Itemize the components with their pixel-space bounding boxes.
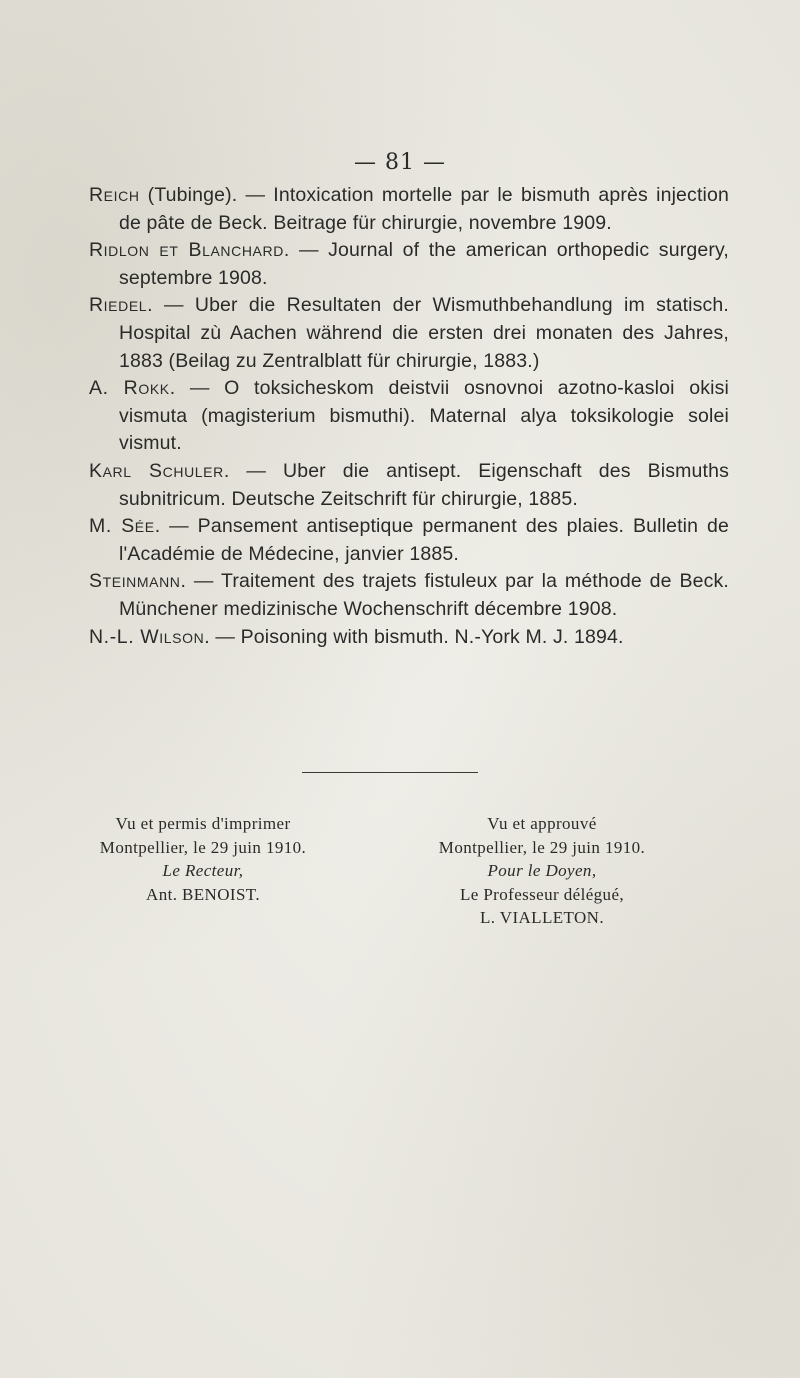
reference-item (89, 182, 729, 237)
reference-list (89, 182, 729, 651)
reference-author: A. Rokk (89, 377, 170, 400)
reference-author: Steinmann (89, 570, 181, 593)
imprimatur-dean-date: Montpellier, le 29 juin 1910. (438, 837, 646, 857)
imprimatur-rector-name: Ant. BENOIST. (146, 884, 260, 904)
reference-item (89, 375, 729, 458)
imprimatur-dean-role: Le Professeur délégué, (459, 884, 625, 904)
reference-text: . — O toksicheskom deistvii osnovnoi azotno-kasloi okisi vismuta (magisterium bismuthi). Maternal alya toksikologie solei vismut. (119, 377, 729, 455)
reference-text: . — Journal of the american orthopedic surgery, septembre 1908. (119, 239, 729, 289)
imprimatur-rector-line: Vu et permis d'imprimer (115, 814, 291, 833)
reference-text: (Tubinge). — Intoxication mortelle par le bismuth après injection de pâte de Beck. Beitrage für chirurgie, novembre 1909. (119, 184, 729, 234)
reference-item (89, 568, 729, 623)
imprimatur-rector (58, 812, 348, 906)
reference-item (89, 624, 729, 652)
reference-item (89, 513, 729, 568)
reference-author: Reich (89, 184, 140, 206)
reference-item (89, 237, 729, 292)
reference-text: . — Traitement des trajets fistuleux par la méthode de Beck. Münchener medizinische Wochenschrift décembre 1908. (119, 570, 729, 620)
reference-text: . — Uber die antisept. Eigenschaft des Bismuths subnitricum. Deutsche Zeitschrift für chirurgie, 1885. (119, 459, 729, 510)
imprimatur-dean (392, 812, 692, 930)
reference-text: . — Pansement antiseptique permanent des plaies. Bulletin de l'Académie de Médecine, janvier 1885. (119, 515, 729, 565)
imprimatur-dean-line: Vu et approuvé (487, 814, 597, 833)
section-divider (302, 772, 478, 773)
reference-text: . — Uber die Resultaten der Wismuthbehandlung im statisch. Hospital zù Aachen während die ersten drei monaten des Jahres, 1883 (Beilag zu Zentralblatt für chirurgie, 1883.) (119, 294, 729, 372)
imprimatur-rector-title: Le Recteur, (162, 861, 244, 880)
reference-author: N.-L. Wilson (89, 625, 205, 648)
imprimatur-dean-title: Pour le Doyen, (487, 861, 597, 880)
reference-item (89, 292, 729, 375)
reference-text: . — Poisoning with bismuth. N.-York M. J. 1894. (204, 625, 624, 648)
imprimatur-rector-date: Montpellier, le 29 juin 1910. (99, 837, 307, 857)
imprimatur-dean-name: L. VIALLETON. (479, 908, 605, 927)
page-number: — 81 — (354, 150, 446, 175)
reference-author: Ridlon et Blanchard (89, 239, 284, 262)
reference-author: Riedel (89, 294, 148, 317)
reference-author: Karl Schuler (89, 459, 224, 482)
reference-item (89, 458, 729, 513)
reference-author: M. Sée (89, 515, 155, 538)
